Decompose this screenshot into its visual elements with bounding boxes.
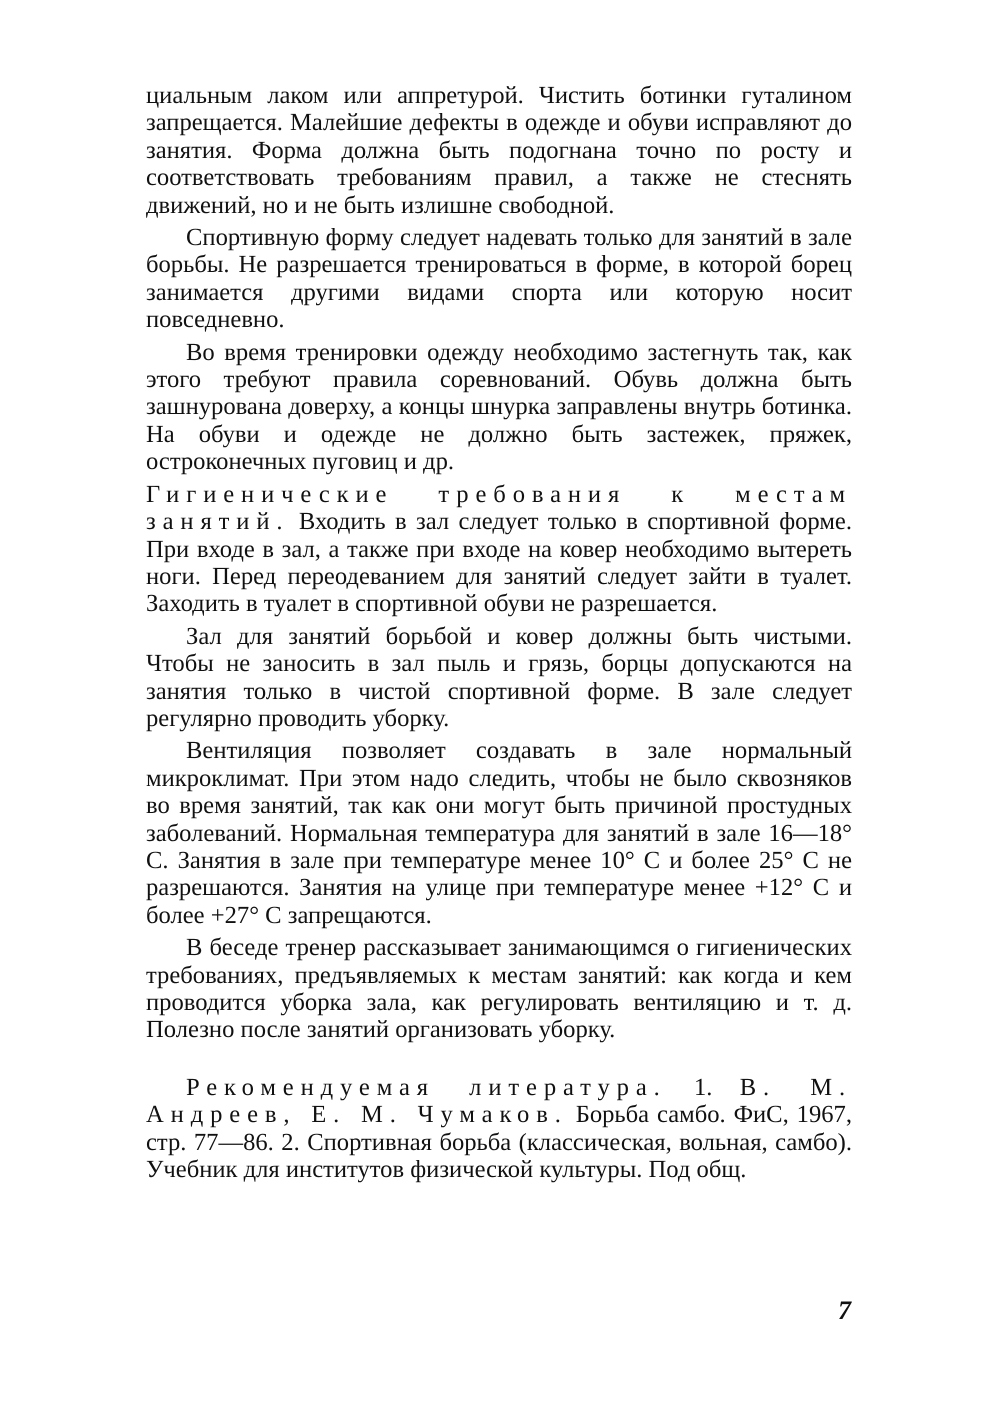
- references-heading: Рекомендуемая литература.: [186, 1073, 667, 1101]
- page-number: 7: [838, 1296, 851, 1325]
- section-paragraph: [146, 481, 852, 618]
- reference-2: 2. Спортивная борьба (классическая, вольная, самбо). Учебник для институтов физической культуры. Под общ.: [146, 1128, 852, 1184]
- body-paragraph: Вентиляция позволяет создавать в зале нормальный микроклимат. При этом надо следить, чтобы не было сквозняков во время занятий, так как они могут быть причиной простудных заболеваний. Нормальная температура для занятий в зале 16—18° С. Занятия в зале при температуре менее 10° С и более 25° С не разрешаются. Занятия на улице при температуре менее +12° С и более +27° С запрещаются.: [146, 737, 852, 929]
- section-text: Входить в зал следует только в спортивной форме. При входе в зал, а также при входе на ковер необходимо вытереть ноги. Перед переодеванием для занятий следует зайти в туалет. Заходить в туалет в спортивной обуви не разрешается.: [146, 508, 852, 618]
- reference-1-number: 1.: [666, 1073, 740, 1101]
- references: [146, 1074, 852, 1184]
- section-heading: Гигиенические требования к местам занятий.: [146, 480, 852, 536]
- body-paragraph: В беседе тренер рассказывает занимающимся о гигиенических требованиях, предъявляемых к местам занятий: как когда и кем проводится уборка зала, как регулировать вентиляцию и т. д. Полезно после занятий организовать уборку.: [146, 934, 852, 1044]
- body-paragraph: Спортивную форму следует надевать только для занятий в зале борьбы. Не разрешается тренироваться в форме, в которой борец занимается другими видами спорта или которую носит повседневно.: [146, 224, 852, 334]
- book-page: [146, 82, 852, 1188]
- body-paragraph: Зал для занятий борьбой и ковер должны быть чистыми. Чтобы не заносить в зал пыль и грязь, борцы допускаются на занятия только в чистой спортивной форме. В зале следует регулярно проводить уборку.: [146, 622, 852, 732]
- body-paragraph: Во время тренировки одежду необходимо застегнуть так, как этого требуют правила соревнований. Обувь должна быть зашнурована доверху, а концы шнурка заправлены внутрь ботинка. На обуви и одежде не должно быть застежек, пряжек, остроконечных пуговиц и др.: [146, 338, 852, 476]
- reference-1-author: В. М. Андреев, Е. М. Чумаков.: [146, 1073, 852, 1129]
- reference-1-title: Борьба самбо. ФиС, 1967, стр. 77—86.: [146, 1101, 852, 1156]
- body-paragraph: циальным лаком или аппретурой. Чистить ботинки гуталином запрещается. Малейшие дефекты в одежде и обуви исправляют до занятия. Форма должна быть подогнана точно по росту и соответствовать требованиям правил, а также не стеснять движений, но и не быть излишне свободной.: [146, 82, 852, 219]
